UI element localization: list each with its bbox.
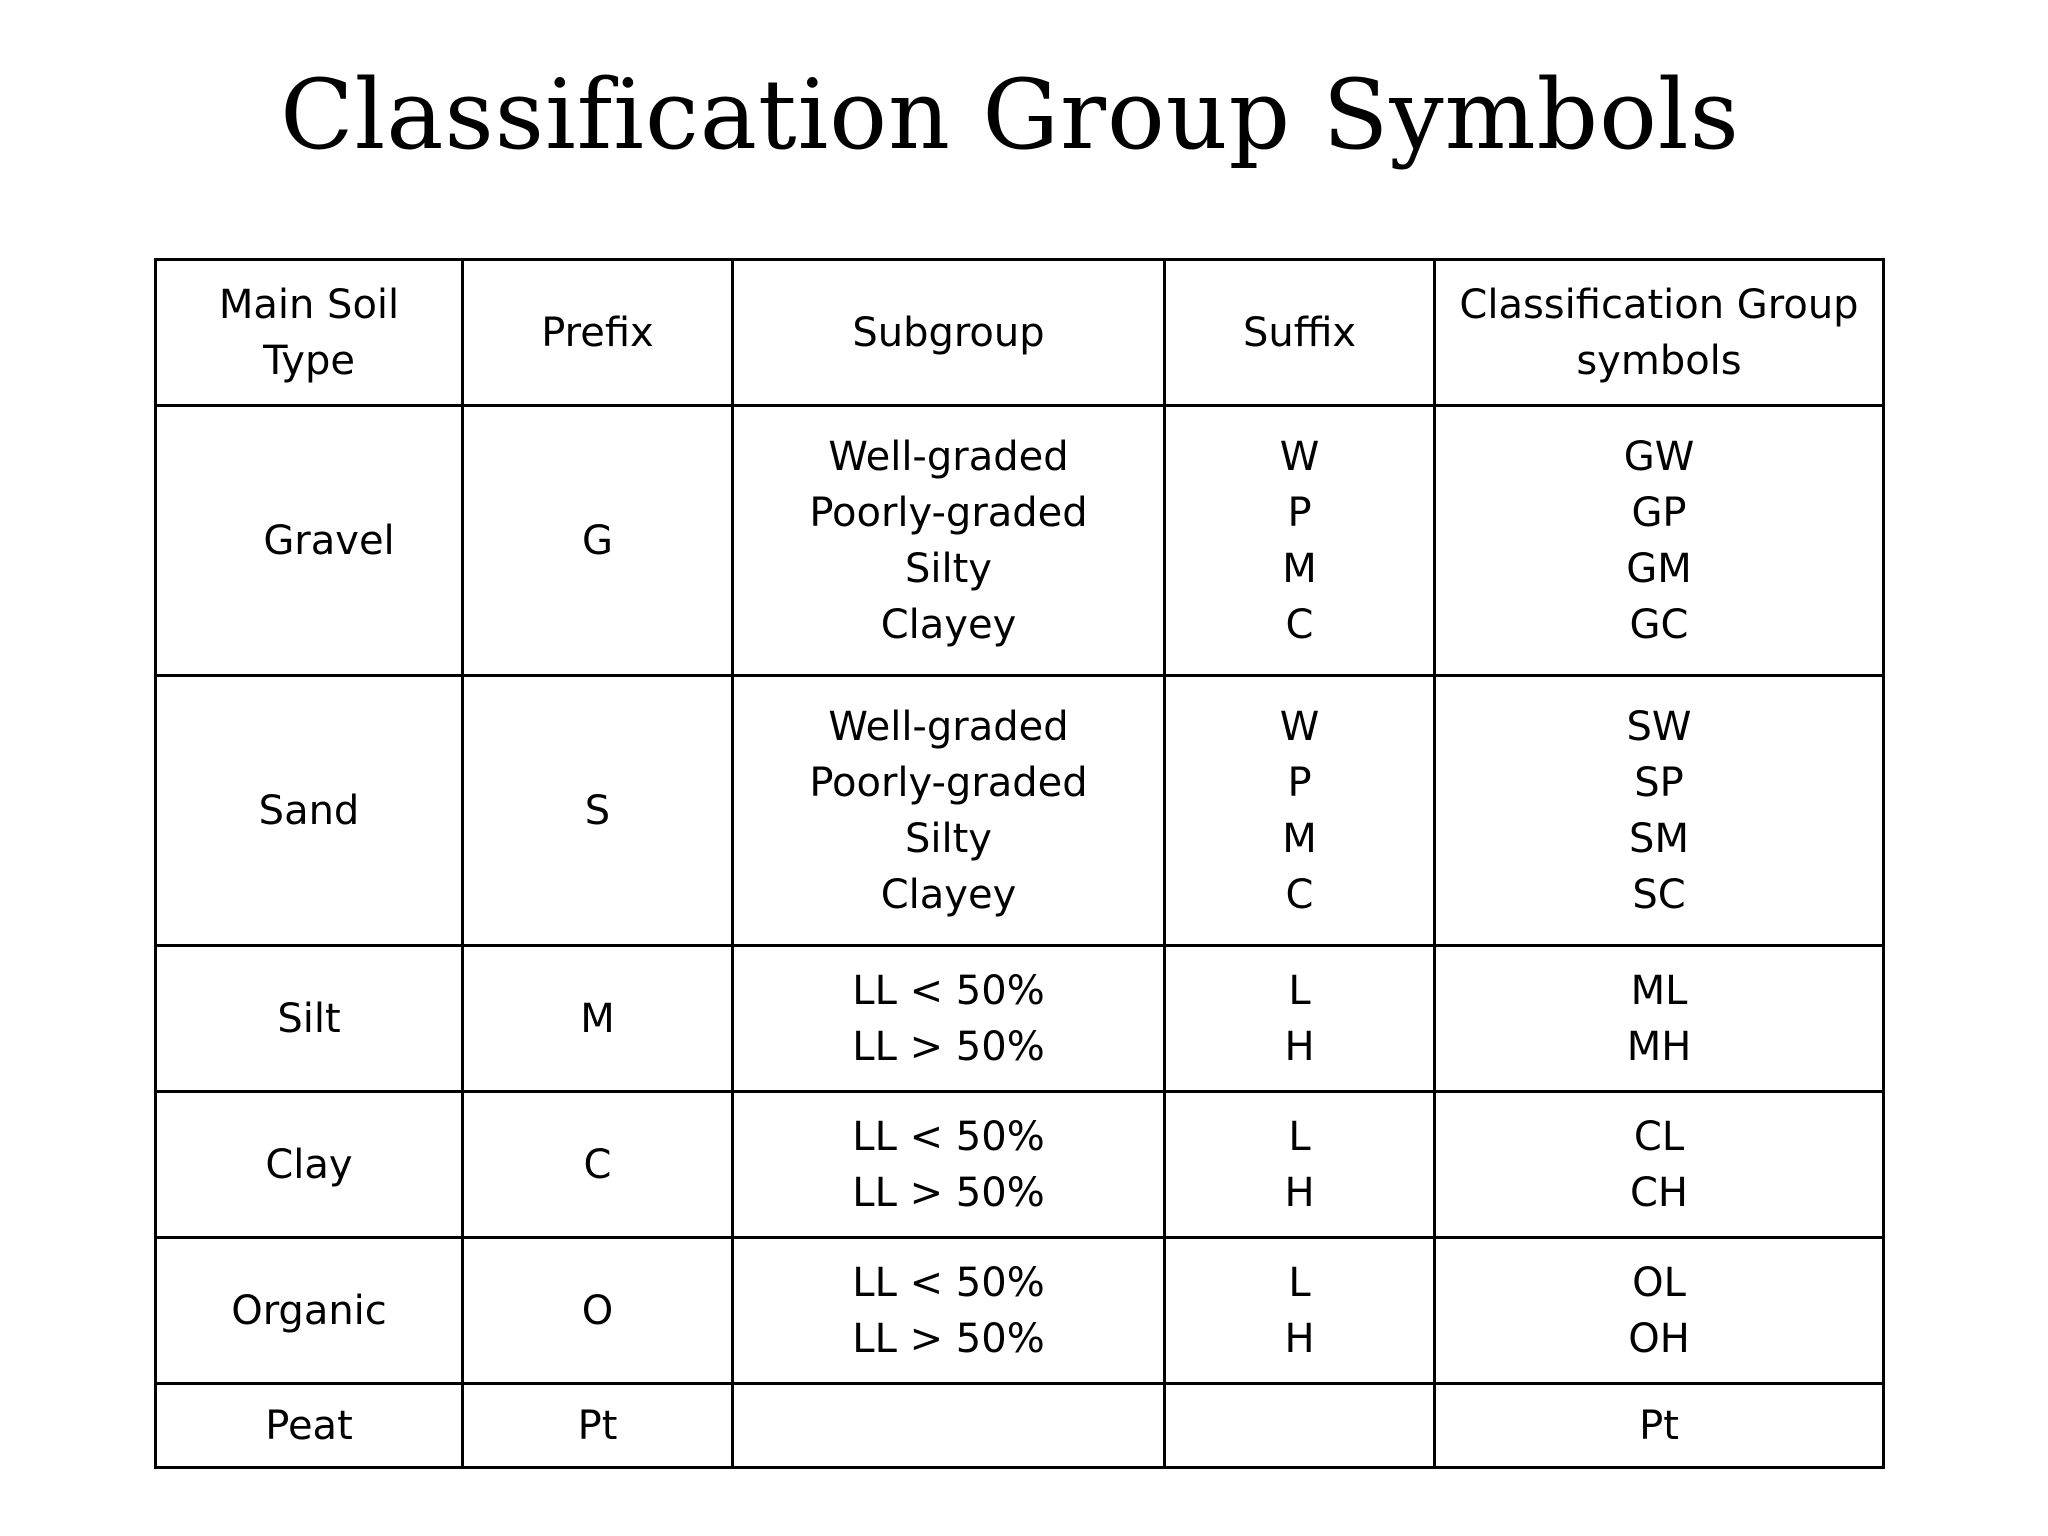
group-symbol-cell: GW GP GM GC (1435, 406, 1884, 676)
table-row (156, 1384, 1884, 1468)
soil-type-cell: Organic (156, 1238, 463, 1384)
prefix-cell: C (463, 1092, 733, 1238)
suffix-cell: L H (1165, 1092, 1435, 1238)
group-symbol-cell: OL OH (1435, 1238, 1884, 1384)
header-subgroup: Subgroup (733, 260, 1165, 406)
soil-type-cell: Peat (156, 1384, 463, 1468)
group-symbol-cell: Pt (1435, 1384, 1884, 1468)
table-row (156, 1092, 1884, 1238)
group-symbol-cell: SW SP SM SC (1435, 676, 1884, 946)
suffix-cell (1165, 1384, 1435, 1468)
header-suffix: Suffix (1165, 260, 1435, 406)
prefix-cell: G (463, 406, 733, 676)
subgroup-cell: Well-graded Poorly-graded Silty Clayey (733, 676, 1165, 946)
suffix-cell: L H (1165, 1238, 1435, 1384)
prefix-cell: O (463, 1238, 733, 1384)
table-row (156, 946, 1884, 1092)
table-row (156, 676, 1884, 946)
table-row (156, 406, 1884, 676)
page-title: Classification Group Symbols (280, 59, 1740, 171)
subgroup-cell: LL < 50% LL > 50% (733, 1238, 1165, 1384)
header-main-soil-type: Main Soil Type (156, 260, 463, 406)
classification-table (154, 258, 1885, 1469)
table-row (156, 1238, 1884, 1384)
suffix-cell: L H (1165, 946, 1435, 1092)
soil-type-cell: Sand (156, 676, 463, 946)
subgroup-cell (733, 1384, 1165, 1468)
soil-type-cell: Clay (156, 1092, 463, 1238)
header-prefix: Prefix (463, 260, 733, 406)
prefix-cell: Pt (463, 1384, 733, 1468)
subgroup-cell: LL < 50% LL > 50% (733, 1092, 1165, 1238)
soil-type-cell: Silt (156, 946, 463, 1092)
soil-type-cell: Gravel (156, 406, 463, 676)
table-header-row (156, 260, 1884, 406)
subgroup-cell: Well-graded Poorly-graded Silty Clayey (733, 406, 1165, 676)
header-group-symbols: Classification Group symbols (1435, 260, 1884, 406)
prefix-cell: M (463, 946, 733, 1092)
subgroup-cell: LL < 50% LL > 50% (733, 946, 1165, 1092)
group-symbol-cell: ML MH (1435, 946, 1884, 1092)
group-symbol-cell: CL CH (1435, 1092, 1884, 1238)
suffix-cell: W P M C (1165, 676, 1435, 946)
prefix-cell: S (463, 676, 733, 946)
suffix-cell: W P M C (1165, 406, 1435, 676)
